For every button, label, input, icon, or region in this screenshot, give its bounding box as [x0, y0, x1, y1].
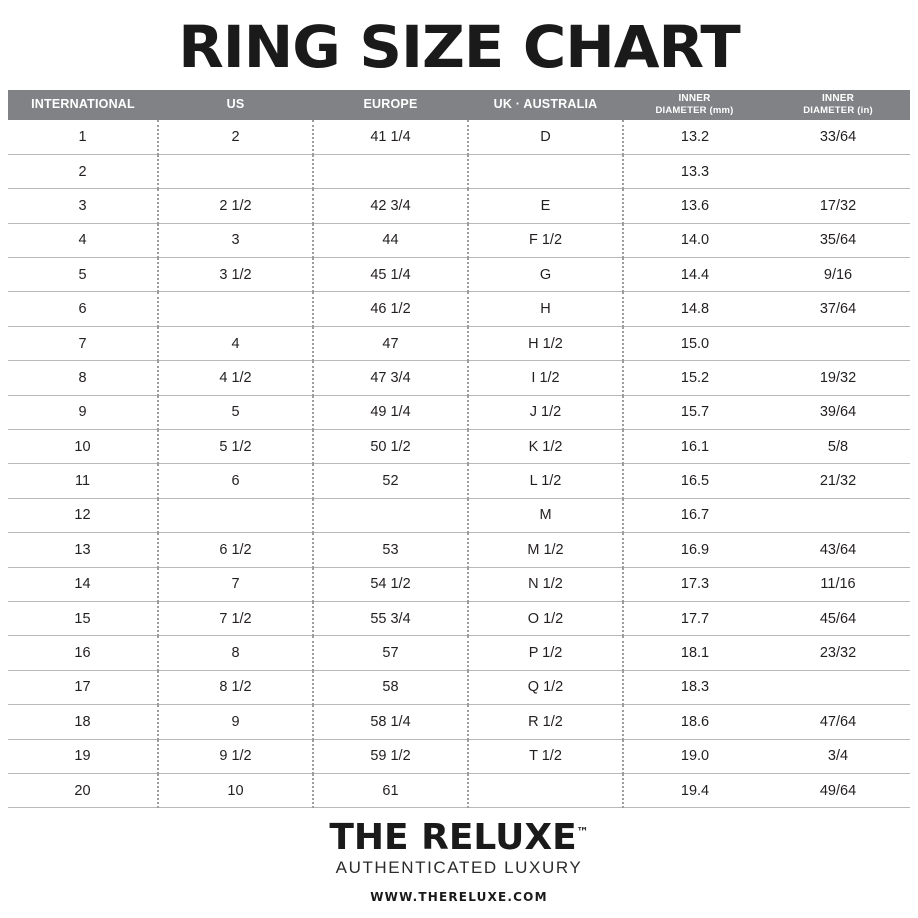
- table-cell: 49/64: [766, 773, 910, 807]
- table-cell: 14.4: [623, 258, 766, 292]
- table-cell: G: [468, 258, 623, 292]
- column-header-europe: EUROPE: [313, 90, 468, 120]
- table-cell: 47/64: [766, 705, 910, 739]
- table-cell: 3 1/2: [158, 258, 313, 292]
- brand-text: THE RELUXE: [329, 817, 577, 859]
- table-cell: [468, 154, 623, 188]
- table-cell: 46 1/2: [313, 292, 468, 326]
- table-cell: Q 1/2: [468, 670, 623, 704]
- table-cell: [158, 498, 313, 532]
- table-cell: 16.7: [623, 498, 766, 532]
- table-cell: [158, 154, 313, 188]
- table-cell: [158, 292, 313, 326]
- table-cell: 4: [158, 326, 313, 360]
- table-cell: 5: [158, 395, 313, 429]
- table-cell: 10: [158, 773, 313, 807]
- table-cell: 1: [8, 120, 158, 154]
- table-cell: 12: [8, 498, 158, 532]
- table-cell: 7 1/2: [158, 601, 313, 635]
- table-cell: 10: [8, 430, 158, 464]
- table-cell: 13.2: [623, 120, 766, 154]
- table-cell: 15: [8, 601, 158, 635]
- table-cell: 17/32: [766, 189, 910, 223]
- table-row: [8, 601, 910, 635]
- table-body: [8, 120, 910, 808]
- table-cell: 5: [8, 258, 158, 292]
- table-cell: O 1/2: [468, 601, 623, 635]
- table-cell: 7: [158, 567, 313, 601]
- table-cell: 3: [8, 189, 158, 223]
- table-cell: 23/32: [766, 636, 910, 670]
- table-row: [8, 430, 910, 464]
- brand-tagline: AUTHENTICATED LUXURY: [335, 858, 583, 877]
- table-cell: J 1/2: [468, 395, 623, 429]
- column-header-international: INTERNATIONAL: [8, 90, 158, 120]
- table-cell: 8 1/2: [158, 670, 313, 704]
- table-cell: 43/64: [766, 533, 910, 567]
- table-row: [8, 636, 910, 670]
- table-cell: 13.6: [623, 189, 766, 223]
- table-cell: 2: [158, 120, 313, 154]
- table-cell: 9/16: [766, 258, 910, 292]
- table-cell: 16.5: [623, 464, 766, 498]
- table-cell: 6: [158, 464, 313, 498]
- table-cell: 3/4: [766, 739, 910, 773]
- column-header-us: US: [158, 90, 313, 120]
- table-cell: M 1/2: [468, 533, 623, 567]
- table-cell: 11/16: [766, 567, 910, 601]
- table-cell: [766, 670, 910, 704]
- table-row: [8, 464, 910, 498]
- table-header-row: [8, 90, 910, 120]
- table-row: [8, 705, 910, 739]
- table-row: [8, 326, 910, 360]
- table-cell: 16.9: [623, 533, 766, 567]
- table-cell: 9: [158, 705, 313, 739]
- table-cell: 21/32: [766, 464, 910, 498]
- table-cell: 17.3: [623, 567, 766, 601]
- table-cell: 59 1/2: [313, 739, 468, 773]
- table-cell: 6: [8, 292, 158, 326]
- table-row: [8, 361, 910, 395]
- table-cell: 42 3/4: [313, 189, 468, 223]
- table-header: [8, 90, 910, 120]
- table-cell: 18.1: [623, 636, 766, 670]
- table-cell: 44: [313, 223, 468, 257]
- table-cell: 13: [8, 533, 158, 567]
- table-cell: L 1/2: [468, 464, 623, 498]
- table-cell: 5 1/2: [158, 430, 313, 464]
- table-cell: 5/8: [766, 430, 910, 464]
- table-cell: 15.2: [623, 361, 766, 395]
- table-cell: 50 1/2: [313, 430, 468, 464]
- ring-size-table: [8, 90, 910, 808]
- table-cell: [313, 498, 468, 532]
- table-cell: D: [468, 120, 623, 154]
- table-cell: 52: [313, 464, 468, 498]
- table-cell: [766, 154, 910, 188]
- table-row: [8, 739, 910, 773]
- table-cell: 45/64: [766, 601, 910, 635]
- table-row: [8, 223, 910, 257]
- table-row: [8, 258, 910, 292]
- table-cell: 11: [8, 464, 158, 498]
- table-cell: 4: [8, 223, 158, 257]
- column-header-uk-australia: UK · AUSTRALIA: [468, 90, 623, 120]
- table-cell: 2 1/2: [158, 189, 313, 223]
- table-cell: 14.0: [623, 223, 766, 257]
- table-cell: 16: [8, 636, 158, 670]
- table-cell: 45 1/4: [313, 258, 468, 292]
- table-cell: I 1/2: [468, 361, 623, 395]
- table-cell: P 1/2: [468, 636, 623, 670]
- table-cell: 6 1/2: [158, 533, 313, 567]
- trademark-symbol: ™: [576, 825, 589, 840]
- table-row: [8, 189, 910, 223]
- table-cell: T 1/2: [468, 739, 623, 773]
- size-table-container: [0, 90, 918, 808]
- table-cell: 19.4: [623, 773, 766, 807]
- table-cell: R 1/2: [468, 705, 623, 739]
- table-cell: 8: [8, 361, 158, 395]
- table-cell: 2: [8, 154, 158, 188]
- table-cell: 14: [8, 567, 158, 601]
- column-header-inner-diameter-in: INNER DIAMETER (in): [766, 90, 910, 120]
- table-cell: 9: [8, 395, 158, 429]
- table-cell: F 1/2: [468, 223, 623, 257]
- table-row: [8, 773, 910, 807]
- table-cell: 37/64: [766, 292, 910, 326]
- table-cell: [766, 326, 910, 360]
- table-cell: 54 1/2: [313, 567, 468, 601]
- table-cell: 47 3/4: [313, 361, 468, 395]
- table-row: [8, 154, 910, 188]
- table-row: [8, 498, 910, 532]
- table-cell: 57: [313, 636, 468, 670]
- table-cell: 35/64: [766, 223, 910, 257]
- table-cell: N 1/2: [468, 567, 623, 601]
- table-row: [8, 670, 910, 704]
- table-cell: 15.7: [623, 395, 766, 429]
- table-row: [8, 120, 910, 154]
- website-url: WWW.THERELUXE.COM: [370, 890, 548, 904]
- table-cell: 13.3: [623, 154, 766, 188]
- table-row: [8, 292, 910, 326]
- table-cell: 8: [158, 636, 313, 670]
- table-cell: 19: [8, 739, 158, 773]
- table-cell: 14.8: [623, 292, 766, 326]
- table-cell: [313, 154, 468, 188]
- table-cell: 17: [8, 670, 158, 704]
- footer: [0, 819, 918, 918]
- table-cell: [468, 773, 623, 807]
- table-cell: K 1/2: [468, 430, 623, 464]
- table-cell: 61: [313, 773, 468, 807]
- table-cell: M: [468, 498, 623, 532]
- table-cell: 18.3: [623, 670, 766, 704]
- table-cell: [766, 498, 910, 532]
- table-cell: 4 1/2: [158, 361, 313, 395]
- table-row: [8, 533, 910, 567]
- table-cell: 18: [8, 705, 158, 739]
- table-cell: 3: [158, 223, 313, 257]
- table-cell: 9 1/2: [158, 739, 313, 773]
- table-cell: 49 1/4: [313, 395, 468, 429]
- table-cell: H 1/2: [468, 326, 623, 360]
- table-cell: H: [468, 292, 623, 326]
- table-cell: 7: [8, 326, 158, 360]
- table-cell: 17.7: [623, 601, 766, 635]
- table-cell: 33/64: [766, 120, 910, 154]
- table-cell: 53: [313, 533, 468, 567]
- table-cell: 58: [313, 670, 468, 704]
- table-cell: 58 1/4: [313, 705, 468, 739]
- table-cell: E: [468, 189, 623, 223]
- table-cell: 16.1: [623, 430, 766, 464]
- table-cell: 41 1/4: [313, 120, 468, 154]
- table-cell: 19.0: [623, 739, 766, 773]
- brand-name: [329, 819, 588, 857]
- page-title: RING SIZE CHART: [178, 13, 740, 81]
- column-header-inner-diameter-mm: INNER DIAMETER (mm): [623, 90, 766, 120]
- table-row: [8, 567, 910, 601]
- table-cell: 47: [313, 326, 468, 360]
- table-cell: 19/32: [766, 361, 910, 395]
- table-cell: 18.6: [623, 705, 766, 739]
- table-row: [8, 395, 910, 429]
- table-cell: 39/64: [766, 395, 910, 429]
- table-cell: 15.0: [623, 326, 766, 360]
- table-cell: 55 3/4: [313, 601, 468, 635]
- table-cell: 20: [8, 773, 158, 807]
